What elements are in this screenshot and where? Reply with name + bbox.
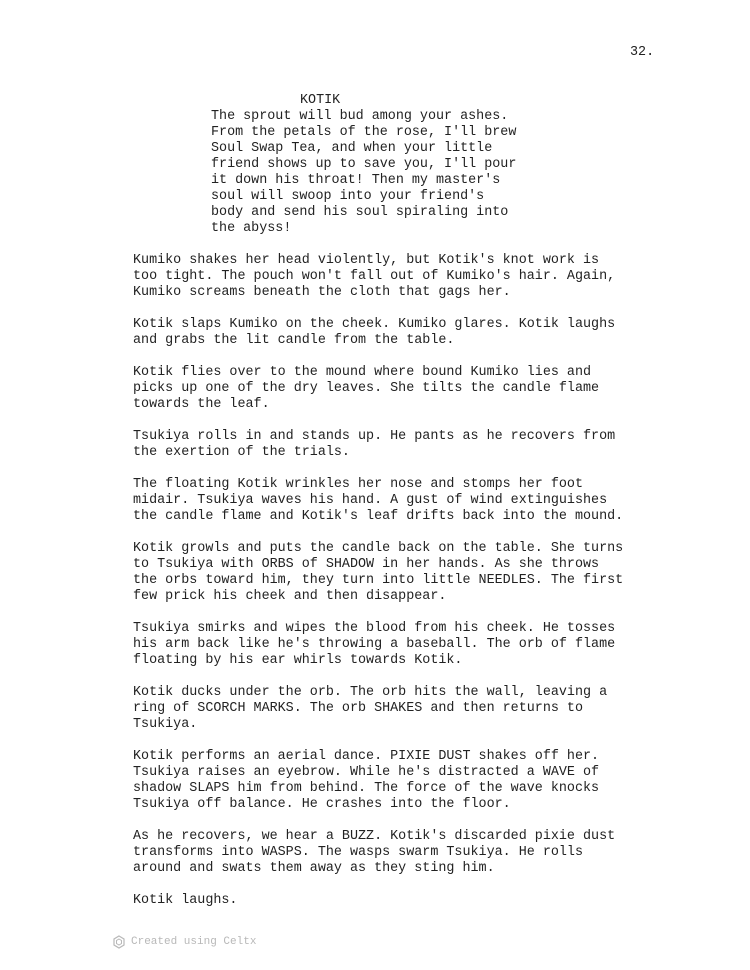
footer-watermark	[113, 935, 256, 949]
footer-text: Created using Celtx	[131, 936, 257, 948]
script-body	[133, 93, 693, 925]
action-paragraph: Kotik ducks under the orb. The orb hits the wall, leaving a ring of SCORCH MARKS. The orb SHAKES and then returns to Tsukiya.	[133, 685, 608, 732]
dialogue-block	[133, 93, 693, 237]
action-paragraph: Tsukiya smirks and wipes the blood from his cheek. He tosses his arm back like he's throwing a baseball. The orb of flame floating by his ear whirls towards Kotik.	[133, 621, 616, 668]
page-number: 32.	[630, 45, 655, 60]
action-paragraph: Kumiko shakes her head violently, but Kotik's knot work is too tight. The pouch won't fall out of Kumiko's hair. Again, Kumiko screams beneath the cloth that gags her.	[133, 253, 616, 300]
action-paragraph: The floating Kotik wrinkles her nose and stomps her foot midair. Tsukiya waves his hand. A gust of wind extinguishes the candle flame and Kotik's leaf drifts back into the mound.	[133, 477, 624, 524]
action-paragraph: Tsukiya rolls in and stands up. He pants as he recovers from the exertion of the trials.	[133, 429, 616, 460]
action-paragraph: Kotik laughs.	[133, 893, 238, 908]
action-paragraph: Kotik performs an aerial dance. PIXIE DUST shakes off her. Tsukiya raises an eyebrow. While he's distracted a WAVE of shadow SLAPS him from behind. The force of the wave knocks Tsukiya off balance. He crashes into the floor.	[133, 749, 600, 812]
action-paragraph: Kotik slaps Kumiko on the cheek. Kumiko glares. Kotik laughs and grabs the lit candle from the table.	[133, 317, 616, 348]
action-paragraph: Kotik growls and puts the candle back on the table. She turns to Tsukiya with ORBS of SHADOW in her hands. As she throws the orbs toward him, they turn into little NEEDLES. The first few prick his cheek and then disappear.	[133, 541, 624, 604]
dialogue-text: The sprout will bud among your ashes. From the petals of the rose, I'll brew Soul Swap Tea, and when your little friend shows up to save you, I'll pour it down his throat! Then my master's soul will swoop into your friend's body and send his soul spiraling into the abyss!	[211, 109, 517, 236]
action-paragraph: As he recovers, we hear a BUZZ. Kotik's discarded pixie dust transforms into WASPS. The wasps swarm Tsukiya. He rolls around and swats them away as they sting him.	[133, 829, 616, 876]
character-name: KOTIK	[300, 93, 341, 108]
celtx-logo-icon	[113, 935, 125, 949]
action-paragraph: Kotik flies over to the mound where bound Kumiko lies and picks up one of the dry leaves. She tilts the candle flame towards the leaf.	[133, 365, 600, 412]
